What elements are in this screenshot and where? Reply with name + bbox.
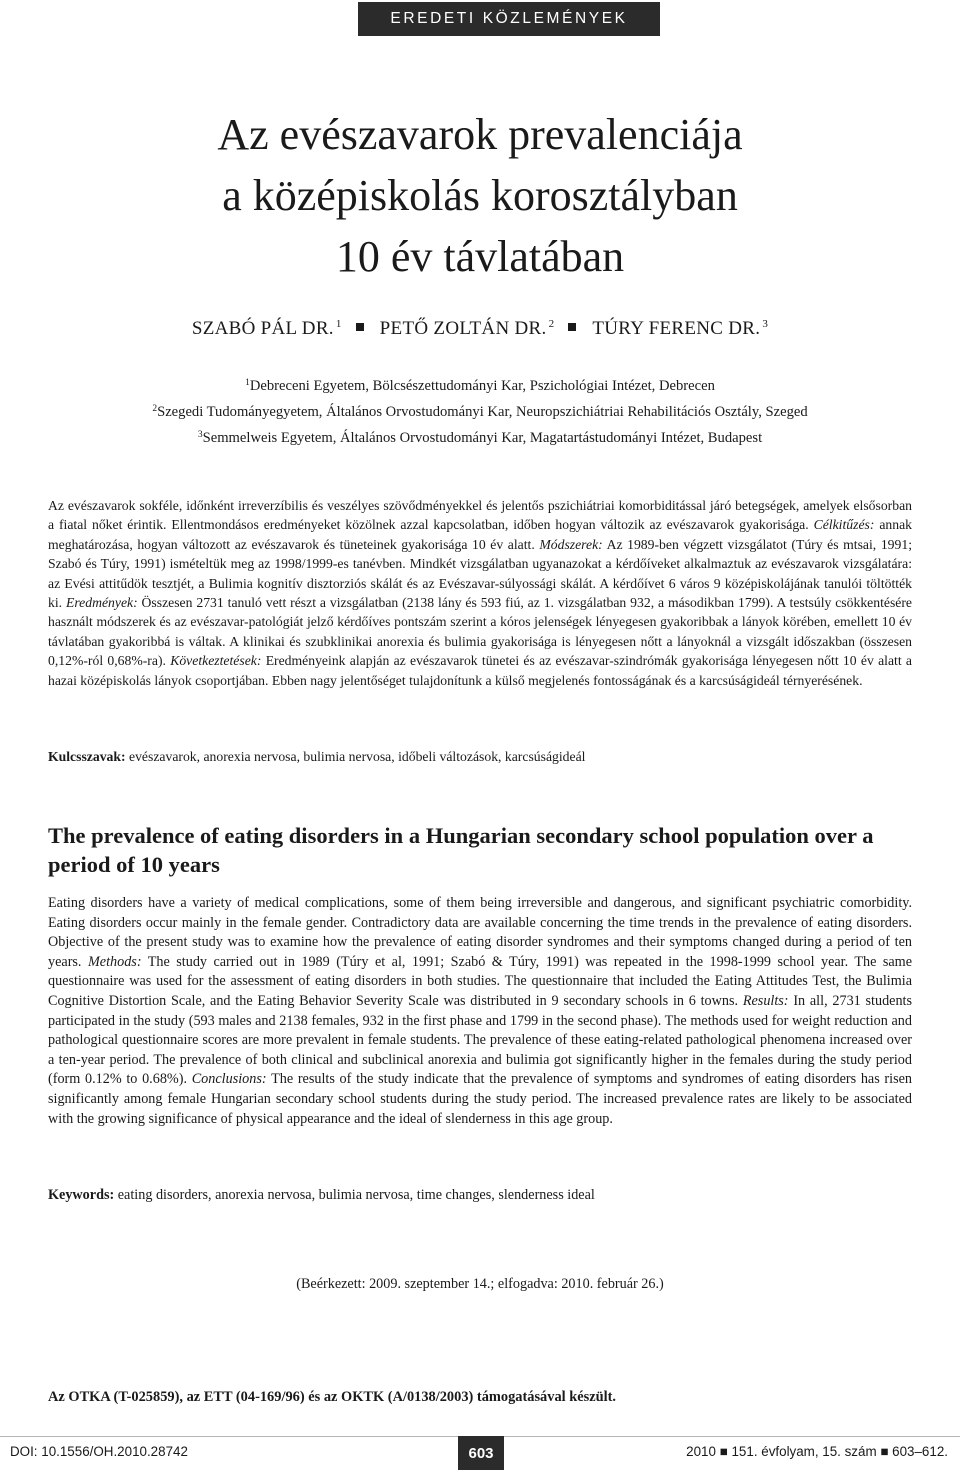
issue-info: 2010 ■ 151. évfolyam, 15. szám ■ 603–612.: [686, 1444, 948, 1459]
page-number: 603: [458, 1436, 504, 1470]
abstract-label: Methods:: [87, 953, 142, 970]
keywords-label: Keywords:: [48, 1187, 115, 1203]
abstract-label: Results:: [742, 992, 789, 1009]
abstract-label: Következtetések:: [170, 653, 262, 669]
received-dates: (Beérkezett: 2009. szeptember 14.; elfogadva: 2010. február 26.): [296, 1276, 664, 1292]
abstract-label: Eredmények:: [65, 595, 138, 611]
affiliation-list: [0, 372, 960, 450]
article-title: [0, 104, 960, 287]
author-name: PETŐ ZOLTÁN DR.: [379, 318, 547, 339]
section-banner: EREDETI KÖZLEMÉNYEK: [358, 2, 660, 36]
keywords-label: Kulcsszavak:: [48, 749, 126, 764]
affiliation: $^2$Szegedi Tudományegyetem, Általános Orvostudományi Kar, Neuropszichiátriai Rehabilitációs Osztály, Szeged: [152, 404, 808, 420]
author-affiliation-marker: 2: [548, 318, 555, 330]
abstract-hungarian: Az evészavarok sokféle, időnként irreverzíbilis és veszélyes szövődményekkel és jelentős pszichiátriai komorbiditással járó betegségek, amelyek elsősorban a fiatal nőket érintik. Ellentmondásos eredményeket közölnek azzal kapcsolatban, időben hogyan változik az evészavarok gyakorisága. Célkitűzés: annak meghatározása, hogyan változott az evészavarok és tüneteinek gyakorisága 10 év alatt. Módszerek: Az 1989-ben végzett vizsgálatot (Túry és mtsai, 1991; Szabó és Túry, 1991) ismételtük meg az 1998/1999-es tanévben. Mindkét vizsgálatban ugyanazokat a kérdőíveket alkalmaztuk az evészavarok vizsgálatára: az Evési attitűdök tesztjét, a Bulimia kognitív disztorziós skálát és az Evészavar-súlyossági skálát. A kérdőívet 6 város 9 középiskolájának tanulói töltötték ki. Eredmények: Összesen 2731 tanuló vett részt a vizsgálatban (2138 lány és 593 fiú, az 1. vizsgálatban 932, a másodikban 1799). A testsúly csökkentésére használt módszerek és az evészavar-patológiát jelző kérdőíves pontszám szerint a kóros jelenségek lényegesen gyakoribbak a lányok körében, emellett 10 év távlatában gyakoribbá is váltak. A klinikai és szubklinikai anorexia és bulimia gyakorisága is lényegesen nőtt a lányoknál a vizsgált időszakban (összesen 0,12%-ról 0,68%-ra). Következtetések: Eredményeink alapján az evészavarok tünetei és az evészavar-szindrómák gyakorisága lényegesen nőtt 10 év alatt a hazai középiskolás lányok csoportjában. Ebben nagy jelentőséget tulajdonítunk a külső megjelenés fontosságának és a karcsúságideál térnyerésének.: [48, 498, 913, 688]
keywords-hungarian: Kulcsszavak: evészavarok, anorexia nervosa, bulimia nervosa, időbeli változások, karcsúságideál: [48, 749, 586, 764]
author-name: SZABÓ PÁL DR.: [191, 318, 334, 339]
doi-footer: DOI: 10.1556/OH.2010.28742: [10, 1444, 188, 1459]
abstract-english: Eating disorders have a variety of medical complications, some of them being irreversible and dangerous, and significant psychiatric comorbidity. Eating disorders occur mainly in the female gender. Contradictory data are available concerning the time trends in the prevalence of eating disorders. Objective of the present study was to examine how the prevalence of eating disorder syndromes and their symptoms changed during a period of ten years. Methods: The study carried out in 1989 (Túry et al, 1991; Szabó & Túry, 1991) was repeated in the 1998-1999 school year. The same questionnaire was used for the assessment of eating disorders in both studies. The questionnaire that included the Eating Attitudes Test, the Bulimia Cognitive Distortion Scale, and the Eating Behavior Severity Scale was distributed in 9 secondary schools in 6 towns. Results: In all, 2731 students participated in the study (593 males and 2138 females, 932 in the first phase and 1799 in the second phase). The methods used for weight reduction and pathological questionnaire scores are more prevalent in female students. The prevalence of these eating-related pathological phenomena increased over a ten-year period. The prevalence of both clinical and subclinical anorexia and bulimia got significantly higher in the females during the study period (form 0.12% to 0.68%). Conclusions: The results of the study indicate that the prevalence of symptoms and syndromes of eating disorders has risen significantly among female Hungarian secondary school students during the study period. The increased prevalence rates are likely to be associated with the growing significance of physical appearance and the ideal of slenderness in this age group.: [48, 895, 913, 1127]
english-title: The prevalence of eating disorders in a Hungarian secondary school population over a period of 10 years: [48, 823, 874, 877]
affiliation: $^1$Debreceni Egyetem, Bölcsészettudományi Kar, Pszichológiai Intézet, Debrecen: [245, 378, 715, 394]
author-list: [0, 318, 960, 340]
author-affiliation-marker: 1: [335, 318, 342, 330]
affiliation: $^3$Semmelweis Egyetem, Általános Orvostudományi Kar, Magatartástudományi Intézet, Budapest: [197, 430, 763, 446]
title-line: 10 év távlatában: [335, 232, 625, 281]
abstract-label: Célkitűzés:: [813, 517, 875, 533]
keywords-english: Keywords: eating disorders, anorexia nervosa, bulimia nervosa, time changes, slenderness ideal: [48, 1187, 595, 1203]
abstract-label: Módszerek:: [539, 536, 603, 552]
square-bullet-icon: [356, 323, 364, 331]
abstract-label: Conclusions:: [191, 1071, 267, 1088]
author-affiliation-marker: 3: [762, 318, 769, 330]
author-name: TÚRY FERENC DR.: [592, 318, 761, 339]
square-bullet-icon: [568, 323, 576, 331]
title-line: a középiskolás korosztályban: [222, 171, 738, 220]
funding-note: Az OTKA (T-025859), az ETT (04-169/96) és az OKTK (A/0138/2003) támogatásával készült.: [48, 1389, 617, 1405]
title-line: Az evészavarok prevalenciája: [217, 110, 743, 159]
